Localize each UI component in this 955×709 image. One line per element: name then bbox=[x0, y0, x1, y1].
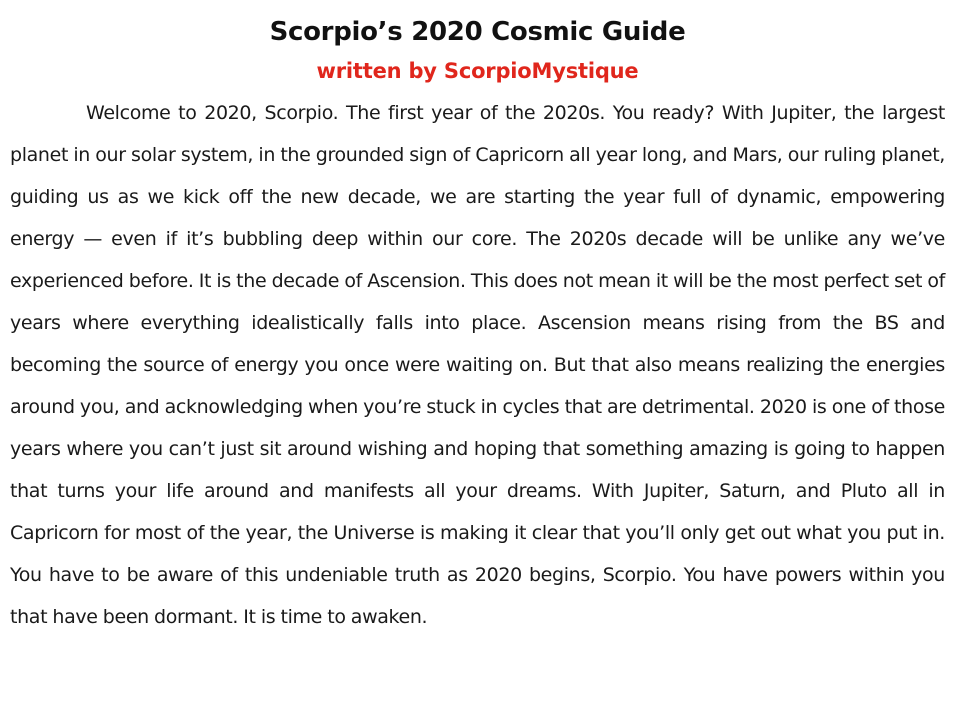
body-paragraph: Welcome to 2020, Scorpio. The first year of the 2020s. You ready? With Jupiter, the largest planet in our solar system, in the grounded sign of Capricorn all year long, and Mars, our ruling planet, guiding us as we kick off the new decade, we are starting the year full of dynamic, empowering energy — even if it’s bubbling deep within our core. The 2020s decade will be unlike any we’ve experienced before. It is the decade of Ascension. This does not mean it will be the most perfect set of years where everything idealistically falls into place. Ascension means rising from the BS and becoming the source of energy you once were waiting on. But that also means realizing the energies around you, and acknowledging when you’re stuck in cycles that are detrimental. 2020 is one of those years where you can’t just sit around wishing and hoping that something amazing is going to happen that turns your life around and manifests all your dreams. With Jupiter, Saturn, and Pluto all in Capricorn for most of the year, the Universe is making it clear that you’ll only get out what you put in. You have to be aware of this undeniable truth as 2020 begins, Scorpio. You have powers within you that have been dormant. It is time to awaken. bbox=[10, 102, 945, 628]
author-byline: written by ScorpioMystique bbox=[316, 59, 639, 83]
document-title: Scorpio’s 2020 Cosmic Guide bbox=[269, 17, 686, 47]
